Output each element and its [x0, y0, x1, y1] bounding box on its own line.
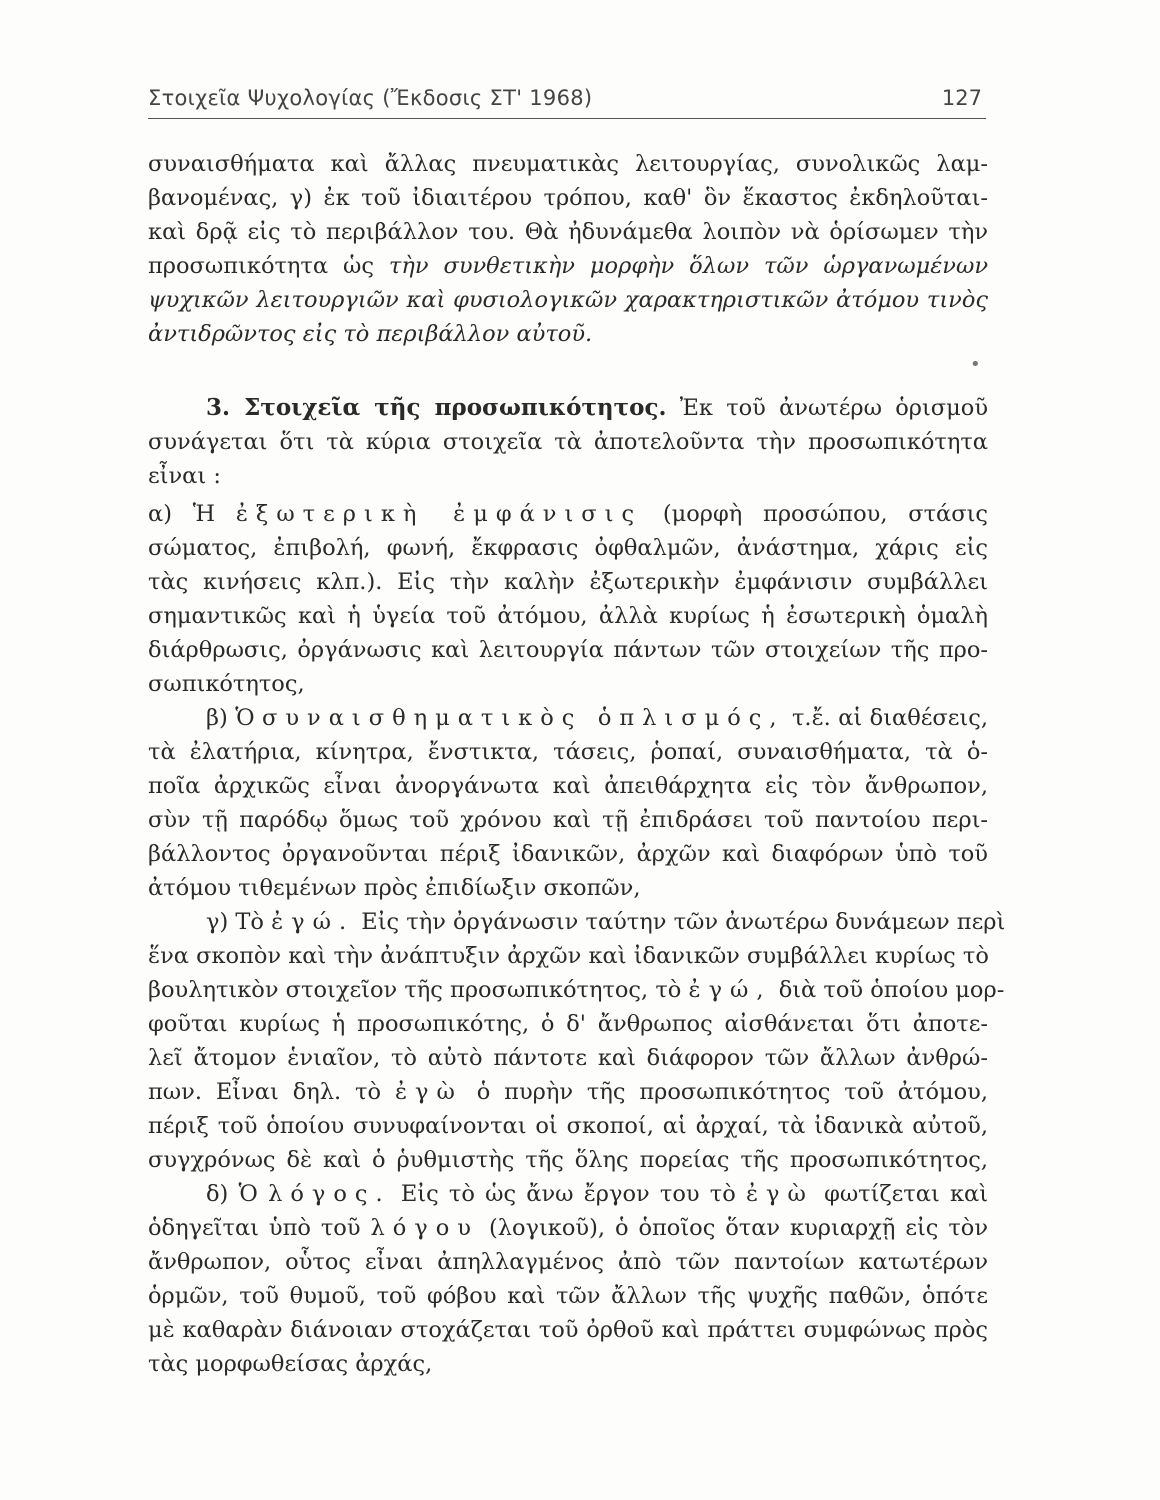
text-line: τὰς μορφωθείσας ἀρχάς,	[148, 1351, 433, 1377]
text-span: διὰ τοῦ ὁποίου μορ-	[778, 977, 1005, 1003]
text-line: λεῖ ἄτομον ἑνιαῖον, τὸ αὐτὸ πάντοτε καὶ διάφορον τῶν ἄλλων ἀνθρώ-	[148, 1045, 988, 1071]
spaced-term: ἐγώ,	[688, 977, 772, 1003]
stray-mark: •	[970, 354, 981, 375]
spaced-term: ἐγὼ	[745, 1181, 814, 1207]
text-line: σὺν τῇ παρόδῳ ὅμως τοῦ χρόνου καὶ τῇ ἐπιδράσει τοῦ παντοίου περι-	[148, 807, 988, 833]
text-span: Εἰς τὸ ὡς ἄνω ἔργον του τὸ	[400, 1181, 736, 1207]
text-line	[148, 250, 988, 282]
text-line	[148, 974, 1005, 1006]
text-span: φωτίζεται καὶ	[824, 1181, 989, 1207]
text-line: βανομένας, γ) ἐκ τοῦ ἰδιαιτέρου τρόπου, καθ' ὃν ἕκαστος ἐκδηλοῦται-	[148, 185, 988, 211]
text-line	[148, 1076, 988, 1108]
text-span: Ἐκ τοῦ ἀνωτέρω ὁρισμοῦ	[679, 395, 989, 421]
italic-definition: ψυχικῶν λειτουργιῶν καὶ φυσιολογικῶν χαρακτηριστικῶν ἀτόμου τινὸς	[148, 287, 988, 313]
text-line: τὰς κινήσεις κλπ.). Εἰς τὴν καλὴν ἐξωτερικὴν ἐμφάνισιν συμβάλλει	[148, 569, 988, 595]
list-item-b	[206, 702, 988, 734]
text-line: συνάγεται ὅτι τὰ κύρια στοιχεῖα τὰ ἀποτελοῦντα τὴν προσωπικότητα	[148, 429, 988, 455]
text-line: ἕνα σκοπὸν καὶ τὴν ἀνάπτυξιν ἀρχῶν καὶ ἰδανικῶν συμβάλλει κυρίως τὸ	[148, 943, 989, 969]
text-span: (λογικοῦ), ὁ ὁποῖος ὅταν κυριαρχῇ εἰς τὸν	[488, 1215, 989, 1241]
text-line: μὲ καθαρὰν διάνοιαν στοχάζεται τοῦ ὀρθοῦ καὶ πράττει συμφώνως πρὸς	[148, 1317, 988, 1343]
text-span: Εἰς τὴν ὀργάνωσιν ταύτην τῶν ἀνωτέρω δυνάμεων περὶ	[361, 909, 1006, 935]
text-line: ἀτόμου τιθεμένων πρὸς ἐπιδίωξιν σκοπῶν,	[148, 875, 641, 901]
text-line: ἄνθρωπον, οὗτος εἶναι ἀπηλλαγμένος ἀπὸ τῶν παντοίων κατωτέρων	[148, 1249, 988, 1275]
item-label: γ) Τὸ	[206, 909, 264, 935]
text-line: διάρθρωσις, ὀργάνωσις καὶ λειτουργία πάντων τῶν στοιχείων τῆς προ-	[148, 637, 988, 663]
header-title: Στοιχεῖα Ψυχολογίας (Ἔκδοσις ΣΤ' 1968)	[148, 86, 593, 110]
item-label: β) Ὁ	[206, 705, 255, 731]
text-span: πων. Εἶναι δηλ. τὸ	[148, 1079, 382, 1105]
list-item-a	[148, 498, 988, 530]
running-header	[148, 78, 986, 119]
text-line: σώματος, ἐπιβολή, φωνή, ἔκφρασις ὀφθαλμῶν, ἀνάστημα, χάρις εἰς	[148, 535, 988, 561]
list-item-d	[206, 1178, 988, 1210]
text-line: σωπικότητος,	[148, 671, 305, 697]
text-line: συγχρόνως δὲ καὶ ὁ ῥυθμιστὴς τῆς ὅλης πορείας τῆς προσωπικότητος,	[148, 1147, 988, 1173]
section-heading-line	[206, 392, 988, 424]
text-span: ὁδηγεῖται ὑπὸ τοῦ	[148, 1215, 361, 1241]
spaced-term: ἐγὼ	[394, 1079, 463, 1105]
text-line: τὰ ἐλατήρια, κίνητρα, ἔνστικτα, τάσεις, ῥοπαί, συναισθήματα, τὰ ὁ-	[148, 739, 988, 765]
italic-definition: ἀντιδρῶντος εἰς τὸ περιβάλλον αὐτοῦ.	[148, 321, 593, 347]
text-span: ὁ πυρὴν τῆς προσωπικότητος τοῦ ἀτόμου,	[476, 1079, 988, 1105]
text-line: πέριξ τοῦ ὁποίου συνυφαίνονται οἱ σκοποί, αἱ ἀρχαί, τὰ ἰδανικὰ αὐτοῦ,	[148, 1113, 988, 1139]
text-span: τ.ἔ. αἱ διαθέσεις,	[791, 705, 989, 731]
text-line: εἶναι :	[148, 463, 221, 489]
spaced-term: ἐγώ.	[271, 909, 355, 935]
text-line: σημαντικῶς καὶ ἡ ὑγεία τοῦ ἀτόμου, ἀλλὰ κυρίως ἡ ἐσωτερικὴ ὁμαλὴ	[148, 603, 988, 629]
section-heading: 3. Στοιχεῖα τῆς προσωπικότητος.	[206, 394, 667, 421]
text-line	[148, 1212, 988, 1244]
text-span: (μορφὴ προσώπου, στάσις	[662, 501, 989, 527]
spaced-term: ἐξωτερικὴ ἐμφάνισις	[235, 501, 643, 527]
page-number: 127	[941, 86, 982, 110]
text-line: συναισθήματα καὶ ἄλλας πνευματικὰς λειτουργίας, συνολικῶς λαμ-	[148, 151, 988, 177]
spaced-term: λόγου	[370, 1215, 479, 1241]
text-line: φοῦται κυρίως ἡ προσωπικότης, ὁ δ' ἄνθρωπος αἰσθάνεται ὅτι ἀποτε-	[148, 1011, 988, 1037]
text-span: βουλητικὸν στοιχεῖον τῆς προσωπικότητος, τὸ	[148, 977, 682, 1003]
text-line: ὁρμῶν, τοῦ θυμοῦ, τοῦ φόβου καὶ τῶν ἄλλων τῆς ψυχῆς παθῶν, ὁπότε	[148, 1283, 988, 1309]
text-line: βάλλοντος ὀργανοῦνται πέριξ ἰδανικῶν, ἀρχῶν καὶ διαφόρων ὑπὸ τοῦ	[148, 841, 988, 867]
item-label: α) Ἡ	[148, 501, 216, 527]
spaced-term: λόγος.	[268, 1181, 391, 1207]
list-item-c	[206, 906, 1006, 938]
italic-definition: τὴν συνθετικὴν μορφὴν ὅλων τῶν ὡργανωμένων	[388, 253, 989, 279]
text-line: ποῖα ἀρχικῶς εἶναι ἀνοργάνωτα καὶ ἀπειθάρχητα εἰς τὸν ἄνθρωπον,	[148, 773, 988, 799]
text-line: καὶ δρᾷ εἰς τὸ περιβάλλον του. Θὰ ἠδυνάμεθα λοιπὸν νὰ ὁρίσωμεν τὴν	[148, 219, 988, 245]
item-label: δ) Ὁ	[206, 1181, 258, 1207]
spaced-term: συναισθηματικὸς ὁπλισμός,	[261, 705, 785, 731]
text-span: προσωπικότητα ὡς	[148, 253, 374, 279]
